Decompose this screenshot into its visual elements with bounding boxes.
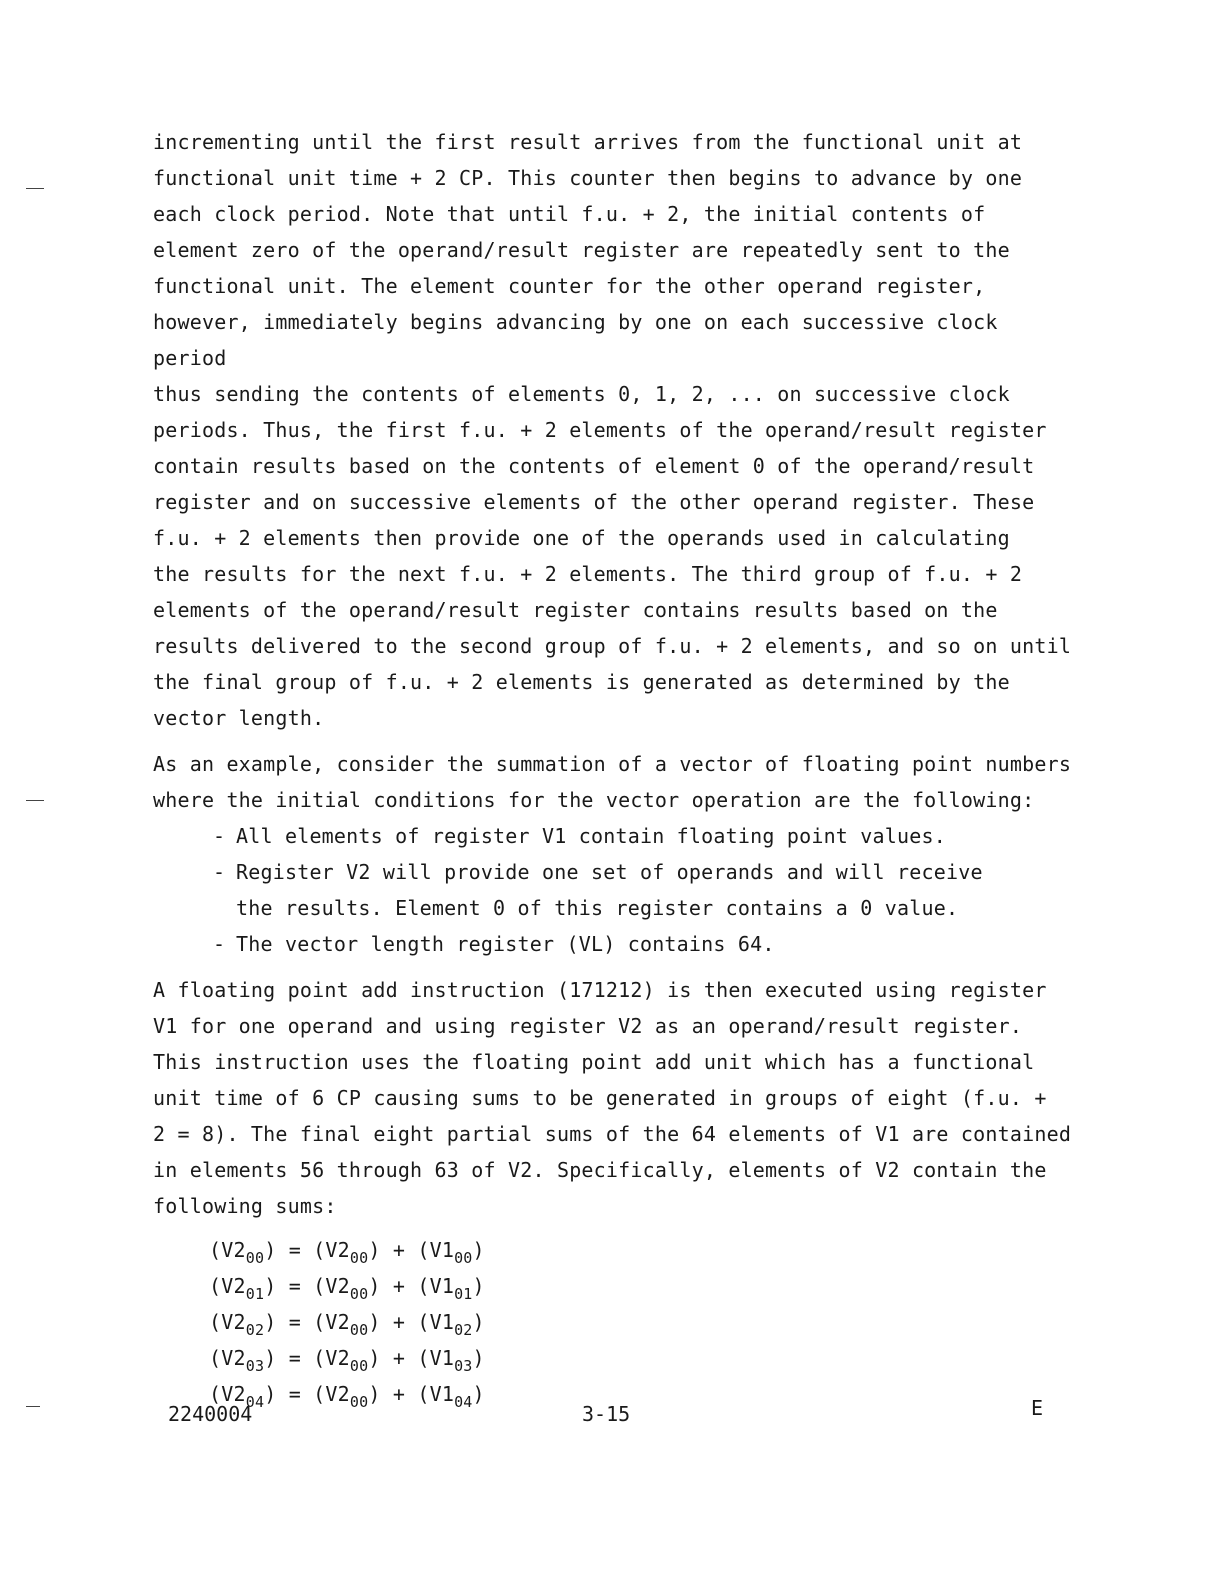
page-body (153, 124, 1073, 1412)
margin-mark (26, 1406, 40, 1407)
equation-operand-b-element: 02 (454, 1321, 473, 1339)
paragraph-example-intro: As an example, consider the summation of a vector of floating point numbers where the initial conditions for the vector operation are the following: (153, 752, 1072, 812)
equation-operand-b-register: V1 (429, 1238, 455, 1262)
equation-row: $(V2_{03}) = (V2_{00}) + (V1_{03})$ (209, 1346, 485, 1375)
margin-mark (26, 800, 44, 801)
document-number: 2240004 (168, 1402, 253, 1426)
equation-operand-a-element: 00 (349, 1393, 369, 1411)
equation-lhs-element: 04 (245, 1393, 265, 1411)
equation-operand-a-element: 00 (349, 1285, 369, 1303)
equation-equals: = (288, 1238, 301, 1262)
revision-letter: E (1031, 1396, 1044, 1420)
sum-equations (209, 1232, 1073, 1412)
equation-operand-a-element: 00 (349, 1357, 369, 1375)
equation-operand-a-register: V2 (325, 1382, 350, 1406)
equation-lhs-register: V2 (221, 1310, 246, 1334)
paragraph-pipeline-description: incrementing until the first result arrives from the functional unit at functional unit time + 2 CP. This counter then begins to advance by one each clock period. Note that until f.u. + 2, the initial contents of element zero of the operand/result register are repeatedly sent to the functional unit. The element counter for the other operand register, however, immediately begins advancing by one on each successive clock period thus sending the contents of elements 0, 1, 2, ... on successive clock periods. Thus, the first f.u. + 2 elements of the operand/result register contain results based on the contents of element 0 of the operand/result register and on successive elements of the other operand register. These f.u. + 2 elements then provide one of the operands used in calculating the results for the next f.u. + 2 elements. The third group of f.u. + 2 elements of the operand/result register contains results based on the results delivered to the second group of f.u. + 2 elements, and so on until the final group of f.u. + 2 elements is generated as determined by the vector length. (153, 130, 1072, 730)
list-item: - The vector length register (VL) contains 64. (213, 926, 1073, 962)
equation-row: $(V2_{00}) = (V2_{00}) + (V1_{00})$ (209, 1238, 485, 1267)
equation-lhs-element: 00 (245, 1249, 265, 1267)
equation-operand-a-element: 00 (349, 1321, 369, 1339)
equation-lhs-element: 02 (245, 1321, 265, 1339)
list-item: - All elements of register V1 contain floating point values. (213, 818, 1073, 854)
equation-operand-b-register: V1 (429, 1310, 455, 1334)
equation-plus: + (392, 1274, 406, 1298)
equation-lhs-register: V2 (221, 1274, 246, 1298)
equation-equals: = (288, 1274, 301, 1298)
equation-operand-a-register: V2 (325, 1238, 350, 1262)
equation-operand-b-element: 03 (454, 1357, 473, 1375)
equation-operand-a-element: 00 (349, 1249, 369, 1267)
equation-equals: = (288, 1346, 301, 1370)
equation-lhs-register: V2 (221, 1238, 246, 1262)
equation-plus: + (392, 1346, 406, 1370)
equation-operand-b-element: 01 (454, 1285, 473, 1303)
equation-equals: = (288, 1310, 301, 1334)
equation-operand-a-register: V2 (325, 1346, 350, 1370)
equation-lhs-element: 03 (245, 1357, 265, 1375)
equation-operand-a-register: V2 (325, 1274, 350, 1298)
equation-operand-b-element: 00 (454, 1249, 473, 1267)
margin-mark (26, 188, 44, 189)
equation-row: $(V2_{02}) = (V2_{00}) + (V1_{02})$ (209, 1310, 485, 1339)
equation-row: $(V2_{01}) = (V2_{00}) + (V1_{01})$ (209, 1274, 485, 1303)
equation-operand-b-register: V1 (429, 1346, 455, 1370)
equation-plus: + (392, 1238, 406, 1262)
paragraph-add-instruction: A floating point add instruction (171212) is then executed using register V1 for one operand and using register V2 as an operand/result register. This instruction uses the floating point add unit which has a functional unit time of 6 CP causing sums to be generated in groups of eight (f.u. + 2 = 8). The final eight partial sums of the 64 elements of V1 are contained in elements 56 through 63 of V2. Specifically, elements of V2 contain the following sums: (153, 978, 1072, 1218)
list-item: - Register V2 will provide one set of operands and will receive the results. Element 0 of this register contains a 0 value. (213, 854, 1073, 926)
equation-operand-b-register: V1 (429, 1274, 455, 1298)
equation-row: $(V2_{04}) = (V2_{00}) + (V1_{04})$ (209, 1382, 485, 1411)
equation-lhs-register: V2 (221, 1346, 246, 1370)
equation-operand-b-register: V1 (429, 1382, 455, 1406)
equation-plus: + (392, 1382, 406, 1406)
equation-lhs-register: V2 (221, 1382, 246, 1406)
equation-equals: = (288, 1382, 301, 1406)
equation-operand-b-element: 04 (454, 1393, 473, 1411)
initial-conditions-list (213, 818, 1073, 962)
equation-plus: + (392, 1310, 406, 1334)
page-number: 3-15 (582, 1402, 631, 1426)
equation-lhs-element: 01 (245, 1285, 265, 1303)
equation-operand-a-register: V2 (325, 1310, 350, 1334)
